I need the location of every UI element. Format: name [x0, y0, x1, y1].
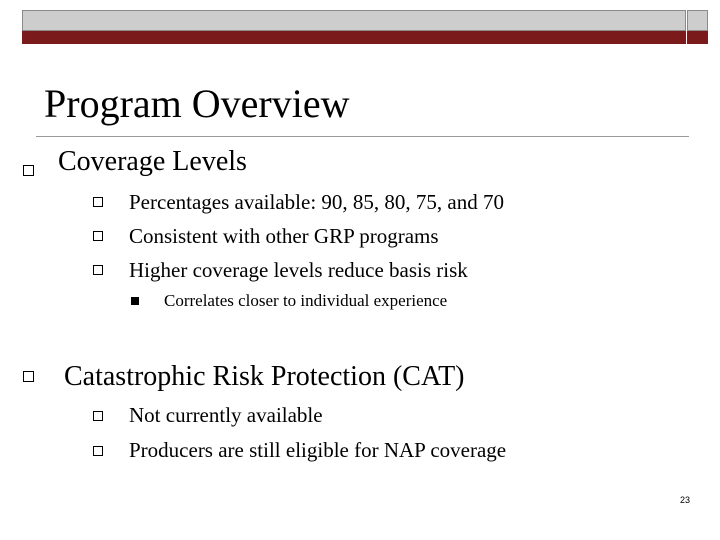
section-cat: Catastrophic Risk Protection (CAT): [64, 361, 465, 392]
hollow-square-bullet-icon: [93, 411, 103, 421]
hollow-square-bullet-icon: [23, 371, 34, 382]
hollow-square-bullet-icon: [93, 231, 103, 241]
list-item: Not currently available: [129, 403, 323, 427]
list-item: Higher coverage levels reduce basis risk: [129, 258, 468, 282]
section-coverage-levels: Coverage Levels: [58, 146, 247, 177]
header-bar-red: [22, 31, 686, 44]
hollow-square-bullet-icon: [93, 446, 103, 456]
hollow-square-bullet-icon: [93, 265, 103, 275]
header-bar-gray: [22, 10, 686, 31]
list-item: Producers are still eligible for NAP coverage: [129, 438, 507, 462]
hollow-square-bullet-icon: [23, 165, 34, 176]
slide-title: Program Overview: [44, 81, 350, 126]
title-divider: [36, 136, 689, 137]
list-subitem: Correlates closer to individual experience: [164, 291, 448, 310]
filled-square-bullet-icon: [131, 297, 139, 305]
hollow-square-bullet-icon: [93, 197, 103, 207]
page-number: 23: [679, 495, 690, 505]
header-square-red: [687, 31, 708, 44]
header-square-gray: [687, 10, 708, 31]
list-item: Consistent with other GRP programs: [129, 224, 439, 248]
list-item: Percentages available: 90, 85, 80, 75, and 70: [129, 190, 504, 214]
